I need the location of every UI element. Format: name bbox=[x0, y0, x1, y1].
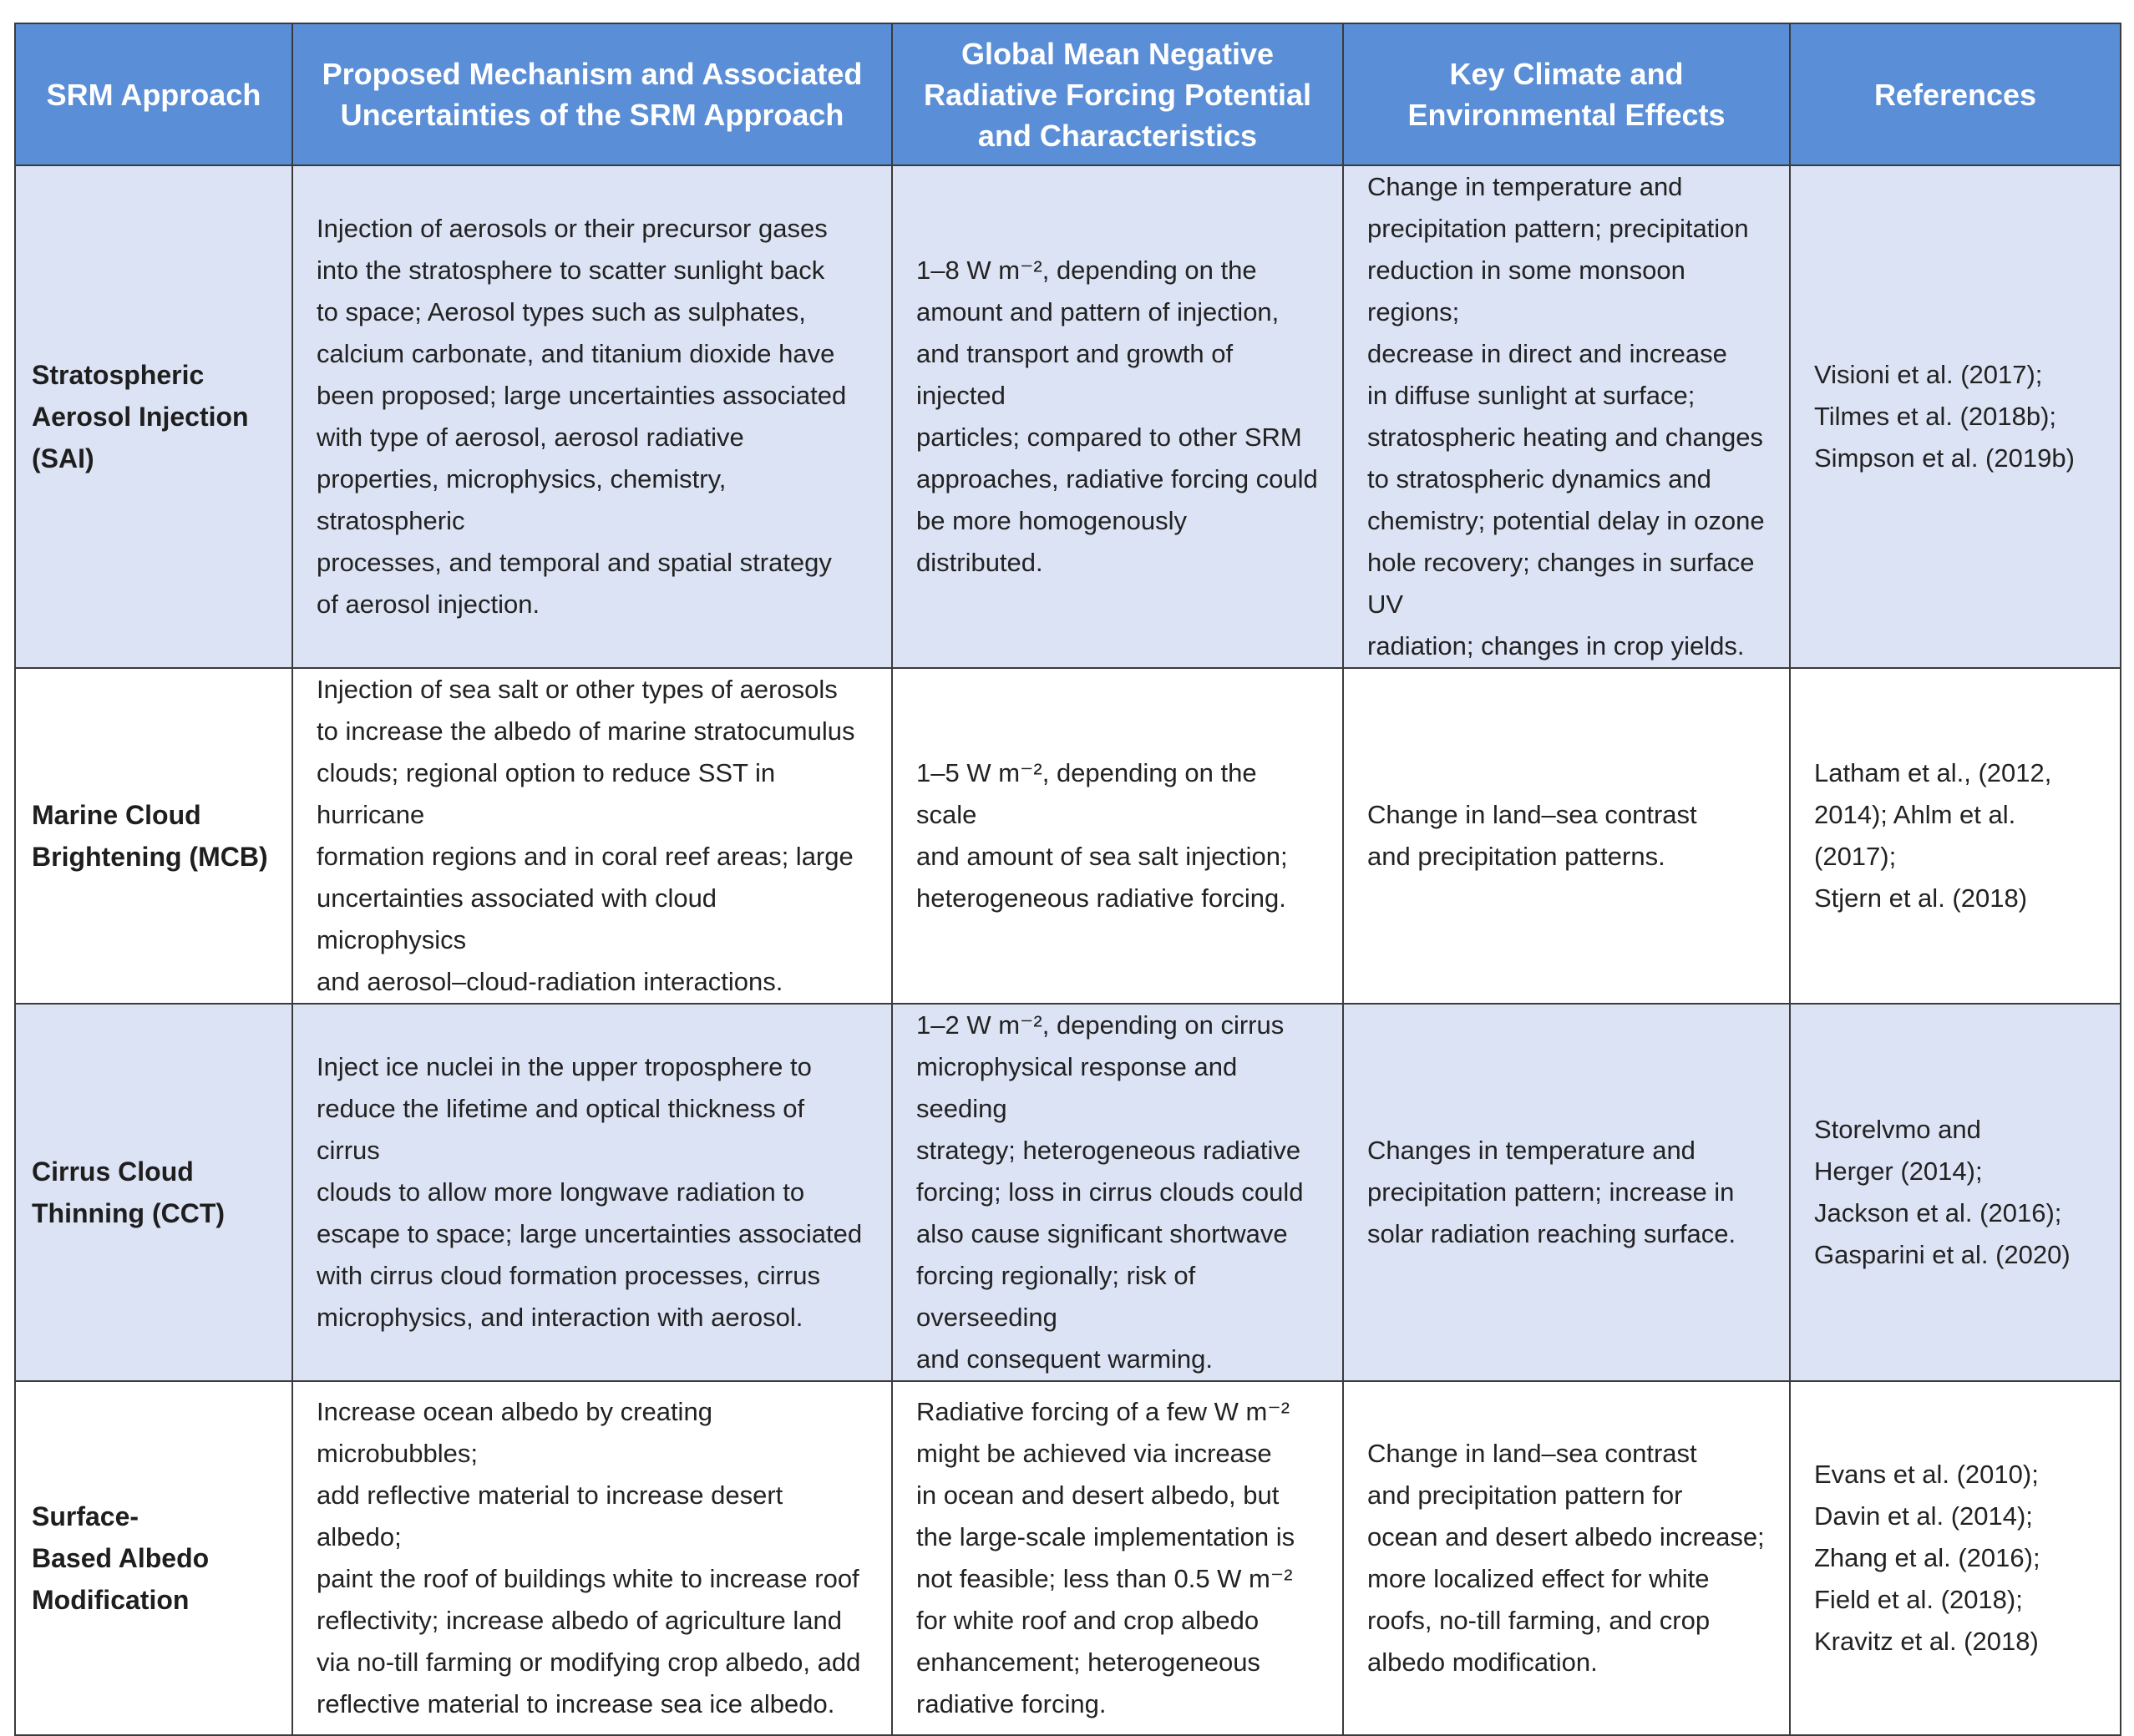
mechanism-cell bbox=[292, 668, 892, 1004]
mechanism-cell bbox=[292, 1381, 892, 1735]
forcing-cell bbox=[892, 668, 1343, 1004]
table-row bbox=[15, 1381, 2121, 1735]
mechanism-cell bbox=[292, 1004, 892, 1381]
forcing-text: 1–8 W m⁻², depending on the amount and pattern of injection, and transport and growth of injected particles; compared to other SRM approaches, radiative forcing could be more homogenously distributed. bbox=[916, 256, 1318, 577]
references-cell bbox=[1790, 165, 2121, 668]
references-cell bbox=[1790, 668, 2121, 1004]
references-text: Storelvmo and Herger (2014); Jackson et al. (2016); Gasparini et al. (2020) bbox=[1814, 1115, 2071, 1269]
references-text: Latham et al., (2012, 2014); Ahlm et al. (2017); Stjern et al. (2018) bbox=[1814, 758, 2052, 913]
mechanism-text: Inject ice nuclei in the upper troposphere to reduce the lifetime and optical thickness of cirrus clouds to allow more longwave radiation to escape to space; large uncertainties associated with cirrus cloud formation processes, cirrus microphysics, and interaction with aerosol. bbox=[317, 1052, 863, 1332]
forcing-cell bbox=[892, 1004, 1343, 1381]
header-srm-approach: SRM Approach bbox=[15, 23, 292, 165]
references-text: Evans et al. (2010); Davin et al. (2014); Zhang et al. (2016); Field et al. (2018); Kravitz et al. (2018) bbox=[1814, 1460, 2040, 1656]
effects-text: Change in land–sea contrast and precipitation patterns. bbox=[1367, 800, 1697, 871]
header-mechanism: Proposed Mechanism and Associated Uncertainties of the SRM Approach bbox=[292, 23, 892, 165]
approach-text: Stratospheric Aerosol Injection (SAI) bbox=[32, 360, 249, 473]
mechanism-text: Injection of aerosols or their precursor gases into the stratosphere to scatter sunlight back to space; Aerosol types such as sulphates, calcium carbonate, and titanium dioxide have been proposed; large uncertainties associated with type of aerosol, aerosol radiative properties, microphysics, chemistry, stratospheric processes, and temporal and spatial strategy of aerosol injection. bbox=[317, 214, 847, 619]
forcing-cell bbox=[892, 165, 1343, 668]
table-row bbox=[15, 668, 2121, 1004]
references-cell bbox=[1790, 1004, 2121, 1381]
approach-text: Cirrus Cloud Thinning (CCT) bbox=[32, 1156, 226, 1228]
forcing-cell bbox=[892, 1381, 1343, 1735]
effects-cell bbox=[1343, 1381, 1790, 1735]
effects-cell bbox=[1343, 165, 1790, 668]
effects-text: Change in land–sea contrast and precipitation pattern for ocean and desert albedo increase; more localized effect for white roofs, no-till farming, and crop albedo modification. bbox=[1367, 1439, 1765, 1677]
effects-cell bbox=[1343, 1004, 1790, 1381]
forcing-text: 1–5 W m⁻², depending on the scale and amount of sea salt injection; heterogeneous radiative forcing. bbox=[916, 758, 1288, 913]
mechanism-text: Increase ocean albedo by creating microbubbles; add reflective material to increase desert albedo; paint the roof of buildings white to increase roof reflectivity; increase albedo of agriculture land via no-till farming or modifying crop albedo, add reflective material to increase sea ice albedo. bbox=[317, 1397, 861, 1718]
effects-cell bbox=[1343, 668, 1790, 1004]
effects-text: Change in temperature and precipitation pattern; precipitation reduction in some monsoon regions; decrease in direct and increase in diffuse sunlight at surface; stratospheric heating and changes to stratospheric dynamics and chemistry; potential delay in ozone hole recovery; changes in surface UV radiation; changes in crop yields. bbox=[1367, 172, 1765, 660]
header-climate-effects: Key Climate and Environmental Effects bbox=[1343, 23, 1790, 165]
approach-cell bbox=[15, 668, 292, 1004]
approach-text: Surface- Based Albedo Modification bbox=[32, 1501, 210, 1615]
header-references: References bbox=[1790, 23, 2121, 165]
forcing-text: 1–2 W m⁻², depending on cirrus microphysical response and seeding strategy; heterogeneous radiative forcing; loss in cirrus clouds could also cause significant shortwave forcing regionally; risk of overseeding and consequent warming. bbox=[916, 1010, 1304, 1374]
references-cell bbox=[1790, 1381, 2121, 1735]
effects-text: Changes in temperature and precipitation pattern; increase in solar radiation reaching surface. bbox=[1367, 1136, 1736, 1248]
mechanism-text: Injection of sea salt or other types of aerosols to increase the albedo of marine stratocumulus clouds; regional option to reduce SST in hurricane formation regions and in coral reef areas; large uncertainties associated with cloud microphysics and aerosol–cloud-radiation interactions. bbox=[317, 675, 855, 996]
header-forcing-potential: Global Mean Negative Radiative Forcing Potential and Characteristics bbox=[892, 23, 1343, 165]
approach-cell bbox=[15, 165, 292, 668]
approach-cell bbox=[15, 1004, 292, 1381]
approach-cell bbox=[15, 1381, 292, 1735]
table-header-row bbox=[15, 23, 2121, 165]
forcing-text: Radiative forcing of a few W m⁻² might be achieved via increase in ocean and desert albedo, but the large-scale implementation is not feasible; less than 0.5 W m⁻² for white roof and crop albedo enhancement; heterogeneous radiative forcing. bbox=[916, 1397, 1295, 1718]
srm-approaches-table bbox=[14, 23, 2121, 1736]
table-row bbox=[15, 165, 2121, 668]
references-text: Visioni et al. (2017); Tilmes et al. (2018b); Simpson et al. (2019b) bbox=[1814, 360, 2075, 473]
mechanism-cell bbox=[292, 165, 892, 668]
approach-text: Marine Cloud Brightening (MCB) bbox=[32, 800, 268, 872]
table-row bbox=[15, 1004, 2121, 1381]
srm-approaches-table-container bbox=[14, 23, 2120, 1736]
